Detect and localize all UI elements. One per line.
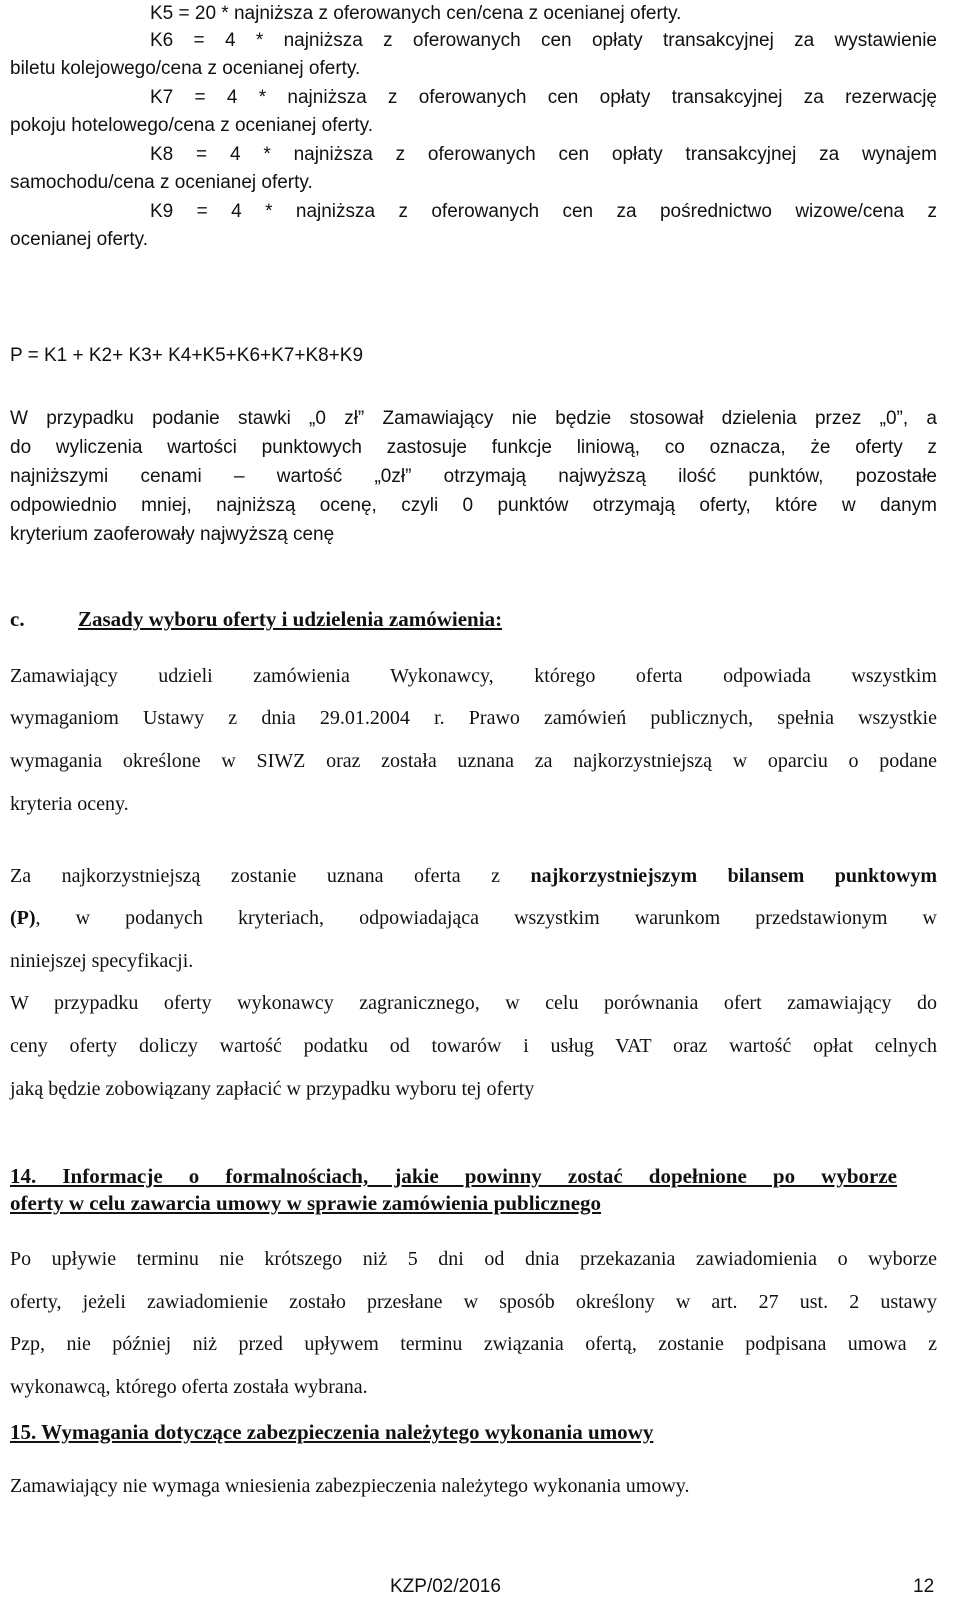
criterion-k5: K5 = 20 * najniższa z oferowanych cen/cena z ocenianej oferty. <box>150 3 682 24</box>
section-14-title-line1: 14. Informacje o formalnościach, jakie powinny zostać dopełnione po wyborze <box>10 1164 897 1188</box>
section-c-p1-line3: wymagania określone w SIWZ oraz została uznana za najkorzystniejszą w oparciu o podane <box>10 750 937 772</box>
section-c-p1-line1: Zamawiający udzieli zamówienia Wykonawcy, którego oferta odpowiada wszystkim <box>10 665 937 687</box>
section-c-p3-line3: jaką będzie zobowiązany zapłacić w przypadku wyboru tej oferty <box>10 1078 535 1100</box>
zero-rule-line4: odpowiednio mniej, najniższą ocenę, czyli 0 punktów otrzymają oferty, które w danym <box>10 495 937 516</box>
section-c-p2-line1 <box>10 865 937 888</box>
section-c-title: Zasady wyboru oferty i udzielenia zamówienia: <box>78 607 503 631</box>
criterion-k6-line2: biletu kolejowego/cena z ocenianej oferty. <box>10 58 361 79</box>
section-14-line1: Po upływie terminu nie krótszego niż 5 dni od dnia przekazania zawiadomienia o wyborze <box>10 1248 937 1270</box>
section-14-line4: wykonawcą, którego oferta została wybrana. <box>10 1376 368 1398</box>
section-14-title-line2: oferty w celu zawarcia umowy w sprawie zamówienia publicznego <box>10 1191 602 1215</box>
zero-rule-line3: najniższymi cenami – wartość „0zł” otrzymają najwyższą ilość punktów, pozostałe <box>10 466 937 487</box>
zero-rule-line1: W przypadku podanie stawki „0 zł” Zamawiający nie będzie stosował dzielenia przez „0”, a <box>10 408 937 429</box>
section-15-line1: Zamawiający nie wymaga wniesienia zabezpieczenia należytego wykonania umowy. <box>10 1475 690 1497</box>
section-c-p2-p-marker: (P) <box>10 907 36 929</box>
footer-reference: KZP/02/2016 <box>390 1576 501 1597</box>
section-c-p1-line4: kryteria oceny. <box>10 793 129 815</box>
section-c-p2-line3: niniejszej specyfikacji. <box>10 950 194 972</box>
criterion-k7-line2: pokoju hotelowego/cena z ocenianej oferty. <box>10 115 374 136</box>
criterion-k7-line1: K7 = 4 * najniższa z oferowanych cen opłaty transakcyjnej za rezerwację <box>150 87 937 108</box>
section-15-title: 15. Wymagania dotyczące zabezpieczenia należytego wykonania umowy <box>10 1420 654 1444</box>
section-c-p3-line2: ceny oferty doliczy wartość podatku od towarów i usług VAT oraz wartość opłat celnych <box>10 1035 937 1057</box>
section-14-line3: Pzp, nie później niż przed upływem terminu związania ofertą, zostanie podpisana umowa z <box>10 1333 937 1355</box>
criterion-k6-line1: K6 = 4 * najniższa z oferowanych cen opłaty transakcyjnej za wystawienie <box>150 30 937 51</box>
section-c-p1-line2: wymaganiom Ustawy z dnia 29.01.2004 r. Prawo zamówień publicznych, spełnia wszystkie <box>10 707 937 729</box>
section-c-p2-line1-text: Za najkorzystniejszą zostanie uznana oferta z <box>10 865 500 887</box>
section-c-label: c. <box>10 607 25 631</box>
criterion-k9-line1: K9 = 4 * najniższa z oferowanych cen za pośrednictwo wizowe/cena z <box>150 201 937 222</box>
section-14-line2: oferty, jeżeli zawiadomienie zostało przesłane w sposób określony w art. 27 ust. 2 ustawy <box>10 1291 937 1313</box>
zero-rule-line2: do wyliczenia wartości punktowych zastosuje funkcje liniową, co oznacza, że oferty z <box>10 437 937 458</box>
section-c-p2-line2-text: , w podanych kryteriach, odpowiadająca wszystkim warunkom przedstawionym w <box>35 907 937 929</box>
criterion-k9-line2: ocenianej oferty. <box>10 229 149 250</box>
section-c-p3-line1: W przypadku oferty wykonawcy zagranicznego, w celu porównania ofert zamawiający do <box>10 992 937 1014</box>
criterion-k8-line1: K8 = 4 * najniższa z oferowanych cen opłaty transakcyjnej za wynajem <box>150 144 937 165</box>
section-c-p2-emphasis: najkorzystniejszym bilansem punktowym <box>530 865 937 887</box>
page-number: 12 <box>913 1576 935 1597</box>
formula-line: P = K1 + K2+ K3+ K4+K5+K6+K7+K8+K9 <box>10 345 364 366</box>
criterion-k8-line2: samochodu/cena z ocenianej oferty. <box>10 172 313 193</box>
section-c-p2-line2 <box>10 907 937 930</box>
zero-rule-line5: kryterium zaoferowały najwyższą cenę <box>10 524 335 545</box>
